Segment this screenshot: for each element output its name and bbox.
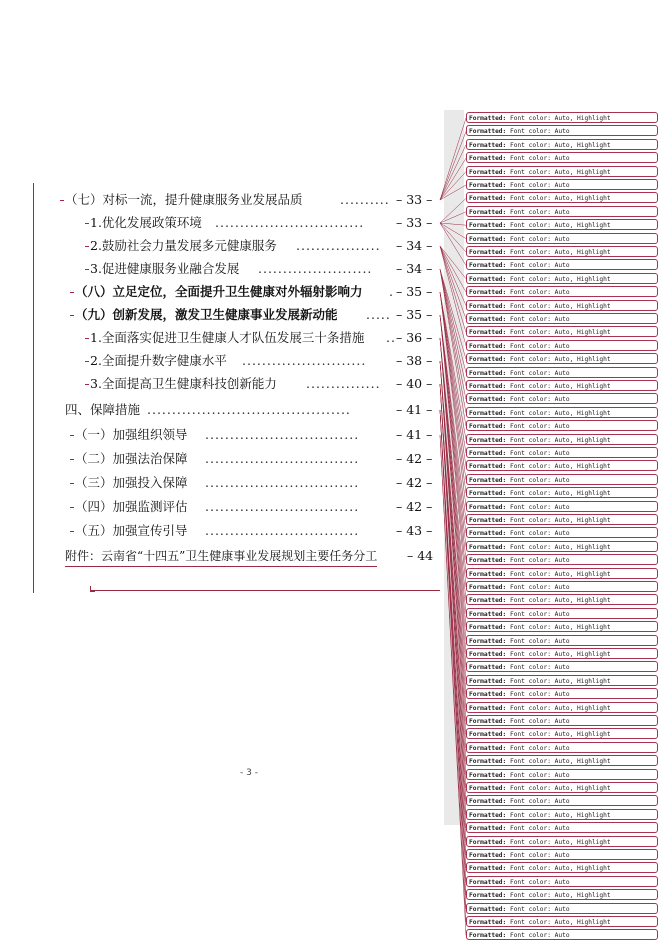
balloon-label: Formatted: <box>469 624 510 632</box>
formatted-balloon[interactable] <box>466 206 658 217</box>
balloon-label: Formatted: <box>469 798 510 806</box>
toc-leader: .......... <box>340 192 390 207</box>
balloon-text: Font color: Auto, Highlight <box>509 409 611 417</box>
balloon-text: Font color: Auto, Highlight <box>509 249 611 256</box>
balloon-text: Font color: Auto, Highlight <box>509 865 611 873</box>
toc-entry[interactable] <box>75 449 445 469</box>
toc-title: 2.鼓励社会力量发展多元健康服务 <box>90 238 277 253</box>
balloon-text: Font color: Auto <box>509 664 570 672</box>
balloon-label: Formatted: <box>469 383 510 390</box>
toc-entry[interactable] <box>75 473 445 493</box>
balloon-label: Formatted: <box>469 503 510 511</box>
toc-page-number: – 42 – <box>396 451 433 466</box>
formatted-balloon[interactable] <box>466 929 658 940</box>
formatted-balloon[interactable] <box>466 447 658 458</box>
toc-leader: ..... <box>366 307 391 322</box>
paragraph-mark <box>90 586 95 592</box>
balloon-text: Font color: Auto, Highlight <box>509 275 611 283</box>
balloon-text: Font color: Auto, Highlight <box>509 302 611 310</box>
balloon-label: Formatted: <box>469 329 510 337</box>
balloon-label: Formatted: <box>469 168 510 176</box>
balloon-text: Font color: Auto <box>509 905 570 913</box>
balloon-text: Font color: Auto, Highlight <box>509 624 611 632</box>
formatted-balloon[interactable] <box>466 286 658 297</box>
formatted-balloon[interactable] <box>466 152 658 163</box>
balloon-label: Formatted: <box>469 316 510 323</box>
balloon-text: Font color: Auto, Highlight <box>509 329 611 337</box>
balloon-label: Formatted: <box>469 597 510 605</box>
balloon-label: Formatted: <box>469 356 510 364</box>
balloon-label: Formatted: <box>469 289 510 297</box>
formatted-balloon[interactable] <box>466 594 658 605</box>
revision-mark <box>85 338 89 339</box>
toc-title: （三）加强投入保障 <box>75 475 188 490</box>
formatted-balloon[interactable] <box>466 434 658 445</box>
revision-mark <box>85 361 89 362</box>
toc-leader: ....................... <box>258 261 373 276</box>
change-bar <box>33 183 34 593</box>
balloon-label: Formatted: <box>469 664 510 672</box>
margin-shade <box>444 110 464 825</box>
balloon-text: Font color: Auto <box>509 771 570 779</box>
toc-title: 1.优化发展政策环境 <box>90 215 202 230</box>
formatted-balloon[interactable] <box>466 192 658 203</box>
toc-leader: ............................... <box>205 427 360 442</box>
toc-entry[interactable] <box>90 374 445 394</box>
balloon-text: Font color: Auto, Highlight <box>509 543 611 551</box>
toc-title: （一）加强组织领导 <box>75 427 188 442</box>
formatted-balloon[interactable] <box>466 809 658 820</box>
formatted-balloon[interactable] <box>466 487 658 498</box>
balloon-text: Font color: Auto, Highlight <box>509 222 611 230</box>
balloon-label: Formatted: <box>469 758 510 766</box>
formatted-balloon[interactable] <box>466 367 658 378</box>
formatted-balloon[interactable] <box>466 876 658 887</box>
toc-page-number: – 38 – <box>396 353 433 368</box>
formatted-balloon[interactable] <box>466 393 658 404</box>
balloon-label: Formatted: <box>469 436 510 444</box>
revision-mark <box>70 315 74 316</box>
balloon-label: Formatted: <box>469 811 510 819</box>
balloon-text: Font color: Auto <box>509 584 570 591</box>
balloon-label: Formatted: <box>469 249 510 256</box>
balloon-text: Font color: Auto <box>509 262 570 270</box>
balloon-text: Font color: Auto <box>509 396 570 404</box>
balloon-text: Font color: Auto <box>509 637 570 645</box>
balloon-label: Formatted: <box>469 919 510 926</box>
balloon-label: Formatted: <box>469 342 510 350</box>
balloon-label: Formatted: <box>469 369 510 377</box>
formatted-balloon[interactable] <box>466 233 658 244</box>
toc-title: （七）对标一流，提升健康服务业发展品质 <box>65 192 303 207</box>
balloon-label: Formatted: <box>469 651 510 658</box>
balloon-text: Font color: Auto <box>509 450 570 457</box>
balloon-text: Font color: Auto <box>509 691 570 699</box>
balloon-label: Formatted: <box>469 557 510 565</box>
toc-title: （四）加强监测评估 <box>75 499 188 514</box>
formatted-balloon[interactable] <box>466 340 658 351</box>
balloon-label: Formatted: <box>469 476 510 484</box>
toc-leader: ................. <box>296 238 381 253</box>
revision-mark <box>70 292 74 293</box>
balloon-text: Font color: Auto, Highlight <box>509 115 611 122</box>
toc-title: （八）立足定位，全面提升卫生健康对外辐射影响力 <box>75 284 363 299</box>
formatted-balloon[interactable] <box>466 688 658 699</box>
toc-entry[interactable] <box>90 236 445 256</box>
balloon-label: Formatted: <box>469 932 510 940</box>
toc-entry[interactable] <box>75 305 445 325</box>
balloon-label: Formatted: <box>469 825 510 833</box>
toc-title: （二）加强法治保障 <box>75 451 188 466</box>
empty-paragraph-line <box>90 590 440 591</box>
formatted-balloon[interactable] <box>466 795 658 806</box>
formatted-balloon[interactable] <box>466 166 658 177</box>
toc-entry[interactable] <box>75 282 445 302</box>
formatted-balloon[interactable] <box>466 648 658 659</box>
formatted-balloon[interactable] <box>466 903 658 914</box>
formatted-balloon[interactable] <box>466 179 658 190</box>
balloon-text: Font color: Auto <box>509 316 570 323</box>
toc-leader: ............................... <box>205 499 360 514</box>
balloon-label: Formatted: <box>469 852 510 859</box>
formatted-balloon[interactable] <box>466 474 658 485</box>
balloon-text: Font color: Auto <box>509 503 570 511</box>
toc-page-number: – 44 <box>407 548 434 563</box>
toc-page-number: – 36 – <box>396 330 433 345</box>
balloon-label: Formatted: <box>469 637 510 645</box>
toc-page-number: – 35 – <box>396 284 433 299</box>
balloon-text: Font color: Auto, Highlight <box>509 356 611 364</box>
balloon-text: Font color: Auto <box>509 289 570 297</box>
balloon-text: Font color: Auto <box>509 128 570 136</box>
balloon-label: Formatted: <box>469 691 510 699</box>
balloon-label: Formatted: <box>469 771 510 779</box>
balloon-text: Font color: Auto <box>509 852 570 859</box>
revision-mark <box>70 435 74 436</box>
comment-margin <box>444 0 662 940</box>
formatted-balloon[interactable] <box>466 862 658 873</box>
balloon-text: Font color: Auto, Highlight <box>509 141 611 149</box>
revision-mark <box>70 531 74 532</box>
balloon-text: Font color: Auto, Highlight <box>509 892 611 900</box>
toc-leader: ............................... <box>205 475 360 490</box>
formatted-balloon[interactable] <box>466 728 658 739</box>
balloon-label: Formatted: <box>469 262 510 270</box>
formatted-balloon[interactable] <box>466 300 658 311</box>
toc-leader: ......................... <box>242 353 367 368</box>
balloon-text: Font color: Auto, Highlight <box>509 195 611 203</box>
formatted-balloon[interactable] <box>466 313 658 324</box>
toc-entry[interactable] <box>65 190 445 210</box>
balloon-text: Font color: Auto, Highlight <box>509 490 611 498</box>
balloon-label: Formatted: <box>469 865 510 873</box>
revision-mark <box>85 384 89 385</box>
formatted-balloon[interactable] <box>466 661 658 672</box>
balloon-text: Font color: Auto <box>509 155 570 163</box>
balloon-text: Font color: Auto <box>509 932 570 940</box>
toc-leader: .............................. <box>215 215 365 230</box>
formatted-balloon[interactable] <box>466 702 658 713</box>
formatted-balloon[interactable] <box>466 273 658 284</box>
balloon-label: Formatted: <box>469 235 510 243</box>
formatted-balloon[interactable] <box>466 554 658 565</box>
balloon-label: Formatted: <box>469 208 510 216</box>
formatted-balloon[interactable] <box>466 407 658 418</box>
formatted-balloon[interactable] <box>466 742 658 753</box>
formatted-balloon[interactable] <box>466 112 658 123</box>
formatted-balloon[interactable] <box>466 769 658 780</box>
balloon-text: Font color: Auto <box>509 342 570 350</box>
balloon-label: Formatted: <box>469 409 510 417</box>
toc-page-number: – 43 – <box>396 523 433 538</box>
formatted-balloon[interactable] <box>466 581 658 592</box>
balloon-text: Font color: Auto, Highlight <box>509 811 611 819</box>
toc-entry[interactable] <box>65 546 445 566</box>
balloon-label: Formatted: <box>469 423 510 431</box>
toc-leader: . <box>389 284 394 299</box>
formatted-balloon[interactable] <box>466 916 658 927</box>
formatted-balloon[interactable] <box>466 380 658 391</box>
toc-page-number: – 34 – <box>396 238 433 253</box>
toc-entry[interactable] <box>90 351 445 371</box>
balloon-label: Formatted: <box>469 182 510 189</box>
balloon-label: Formatted: <box>469 450 510 457</box>
formatted-balloon[interactable] <box>466 460 658 471</box>
balloon-text: Font color: Auto <box>509 476 570 484</box>
balloon-text: Font color: Auto, Highlight <box>509 517 611 524</box>
toc-page-number: – 41 – <box>396 427 433 442</box>
balloon-text: Font color: Auto, Highlight <box>509 463 611 471</box>
formatted-balloon[interactable] <box>466 621 658 632</box>
toc-page-number: – 40 – <box>396 376 433 391</box>
balloon-label: Formatted: <box>469 785 510 792</box>
balloon-text: Font color: Auto, Highlight <box>509 570 611 578</box>
toc-entry[interactable] <box>65 400 445 420</box>
balloon-label: Formatted: <box>469 677 510 685</box>
page-footer: - 3 - <box>240 768 258 778</box>
balloon-label: Formatted: <box>469 141 510 149</box>
balloon-label: Formatted: <box>469 128 510 136</box>
balloon-text: Font color: Auto <box>509 369 570 377</box>
balloon-text: Font color: Auto <box>509 423 570 431</box>
balloon-text: Font color: Auto <box>509 744 570 752</box>
balloon-label: Formatted: <box>469 610 510 618</box>
balloon-label: Formatted: <box>469 543 510 551</box>
revision-mark <box>60 200 64 201</box>
toc-page-number: – 42 – <box>396 499 433 514</box>
toc-page-number: – 33 – <box>396 215 433 230</box>
balloon-text: Font color: Auto <box>509 798 570 806</box>
balloon-label: Formatted: <box>469 878 510 886</box>
balloon-text: Font color: Auto <box>509 530 570 538</box>
balloon-label: Formatted: <box>469 463 510 471</box>
revision-mark <box>70 483 74 484</box>
toc-leader: .. <box>386 330 396 345</box>
formatted-balloon[interactable] <box>466 836 658 847</box>
toc-leader: ............................... <box>205 451 360 466</box>
balloon-text: Font color: Auto <box>509 718 570 725</box>
balloon-label: Formatted: <box>469 584 510 591</box>
revision-mark <box>85 223 89 224</box>
revision-mark <box>85 246 89 247</box>
balloon-label: Formatted: <box>469 490 510 498</box>
toc-leader: ............................... <box>205 523 360 538</box>
toc-title: 3.促进健康服务业融合发展 <box>90 261 240 276</box>
balloon-text: Font color: Auto, Highlight <box>509 838 611 846</box>
formatted-balloon[interactable] <box>466 675 658 686</box>
balloon-label: Formatted: <box>469 530 510 538</box>
formatted-balloon[interactable] <box>466 420 658 431</box>
revision-mark <box>70 459 74 460</box>
formatted-balloon[interactable] <box>466 353 658 364</box>
toc-page-number: – 41 – <box>396 402 433 417</box>
formatted-balloon[interactable] <box>466 568 658 579</box>
toc-title: （九）创新发展，激发卫生健康事业发展新动能 <box>75 307 338 322</box>
formatted-balloon[interactable] <box>466 849 658 860</box>
balloon-label: Formatted: <box>469 275 510 283</box>
toc-title: （五）加强宣传引导 <box>75 523 188 538</box>
balloon-text: Font color: Auto, Highlight <box>509 785 611 792</box>
toc-page-number: – 34 – <box>396 261 433 276</box>
balloon-text: Font color: Auto <box>509 610 570 618</box>
toc-entry[interactable] <box>75 521 445 541</box>
toc-title: 2.全面提升数字健康水平 <box>90 353 227 368</box>
balloon-label: Formatted: <box>469 905 510 913</box>
formatted-balloon[interactable] <box>466 246 658 257</box>
balloon-label: Formatted: <box>469 302 510 310</box>
balloon-text: Font color: Auto, Highlight <box>509 731 611 739</box>
balloon-label: Formatted: <box>469 222 510 230</box>
formatted-balloon[interactable] <box>466 715 658 726</box>
balloon-text: Font color: Auto, Highlight <box>509 677 611 685</box>
balloon-label: Formatted: <box>469 731 510 739</box>
balloon-label: Formatted: <box>469 396 510 404</box>
toc-title: 四、保障措施 <box>65 402 141 417</box>
formatted-balloon[interactable] <box>466 259 658 270</box>
formatted-balloon[interactable] <box>466 635 658 646</box>
revision-mark <box>70 507 74 508</box>
balloon-text: Font color: Auto, Highlight <box>509 168 611 176</box>
balloon-label: Formatted: <box>469 892 510 900</box>
balloon-text: Font color: Auto, Highlight <box>509 704 611 712</box>
formatted-balloon[interactable] <box>466 139 658 150</box>
formatted-balloon[interactable] <box>466 219 658 230</box>
formatted-balloon[interactable] <box>466 501 658 512</box>
balloon-label: Formatted: <box>469 195 510 203</box>
balloon-label: Formatted: <box>469 704 510 712</box>
toc-page-number: – 33 – <box>396 192 433 207</box>
toc-page-number: – 42 – <box>396 475 433 490</box>
balloon-text: Font color: Auto, Highlight <box>509 651 611 658</box>
formatted-balloon[interactable] <box>466 125 658 136</box>
toc-entry[interactable] <box>90 259 445 279</box>
toc-page-number: – 35 – <box>396 307 433 322</box>
toc-entry[interactable] <box>75 425 445 445</box>
formatted-balloon[interactable] <box>466 514 658 525</box>
formatted-balloon[interactable] <box>466 755 658 766</box>
toc-title: 1.全面落实促进卫生健康人才队伍发展三十条措施 <box>90 330 365 345</box>
balloon-label: Formatted: <box>469 155 510 163</box>
formatted-balloon[interactable] <box>466 782 658 793</box>
toc-entry[interactable] <box>90 213 445 233</box>
balloon-label: Formatted: <box>469 517 510 524</box>
formatted-balloon[interactable] <box>466 527 658 538</box>
balloon-label: Formatted: <box>469 744 510 752</box>
balloon-label: Formatted: <box>469 718 510 725</box>
formatted-balloon[interactable] <box>466 326 658 337</box>
balloon-label: Formatted: <box>469 115 510 122</box>
revision-mark <box>85 269 89 270</box>
formatted-balloon[interactable] <box>466 822 658 833</box>
balloon-text: Font color: Auto <box>509 182 570 189</box>
toc-title: 附件：云南省“十四五”卫生健康事业发展规划主要任务分工 <box>65 546 377 567</box>
balloon-label: Formatted: <box>469 838 510 846</box>
formatted-balloon[interactable] <box>466 608 658 619</box>
toc-leader: ......................................... <box>147 402 351 417</box>
formatted-balloon[interactable] <box>466 889 658 900</box>
toc-entry[interactable] <box>90 328 445 348</box>
toc-entry[interactable] <box>75 497 445 517</box>
balloon-label: Formatted: <box>469 570 510 578</box>
balloon-text: Font color: Auto, Highlight <box>509 383 611 390</box>
balloon-text: Font color: Auto, Highlight <box>509 758 611 766</box>
balloon-text: Font color: Auto, Highlight <box>509 919 611 926</box>
toc-title: 3.全面提高卫生健康科技创新能力 <box>90 376 277 391</box>
balloon-text: Font color: Auto <box>509 208 570 216</box>
balloon-text: Font color: Auto <box>509 557 570 565</box>
balloon-text: Font color: Auto, Highlight <box>509 597 611 605</box>
balloon-text: Font color: Auto <box>509 235 570 243</box>
formatted-balloon[interactable] <box>466 541 658 552</box>
balloon-text: Font color: Auto, Highlight <box>509 436 611 444</box>
balloon-text: Font color: Auto <box>509 878 570 886</box>
balloon-text: Font color: Auto <box>509 825 570 833</box>
toc-leader: ............... <box>306 376 381 391</box>
